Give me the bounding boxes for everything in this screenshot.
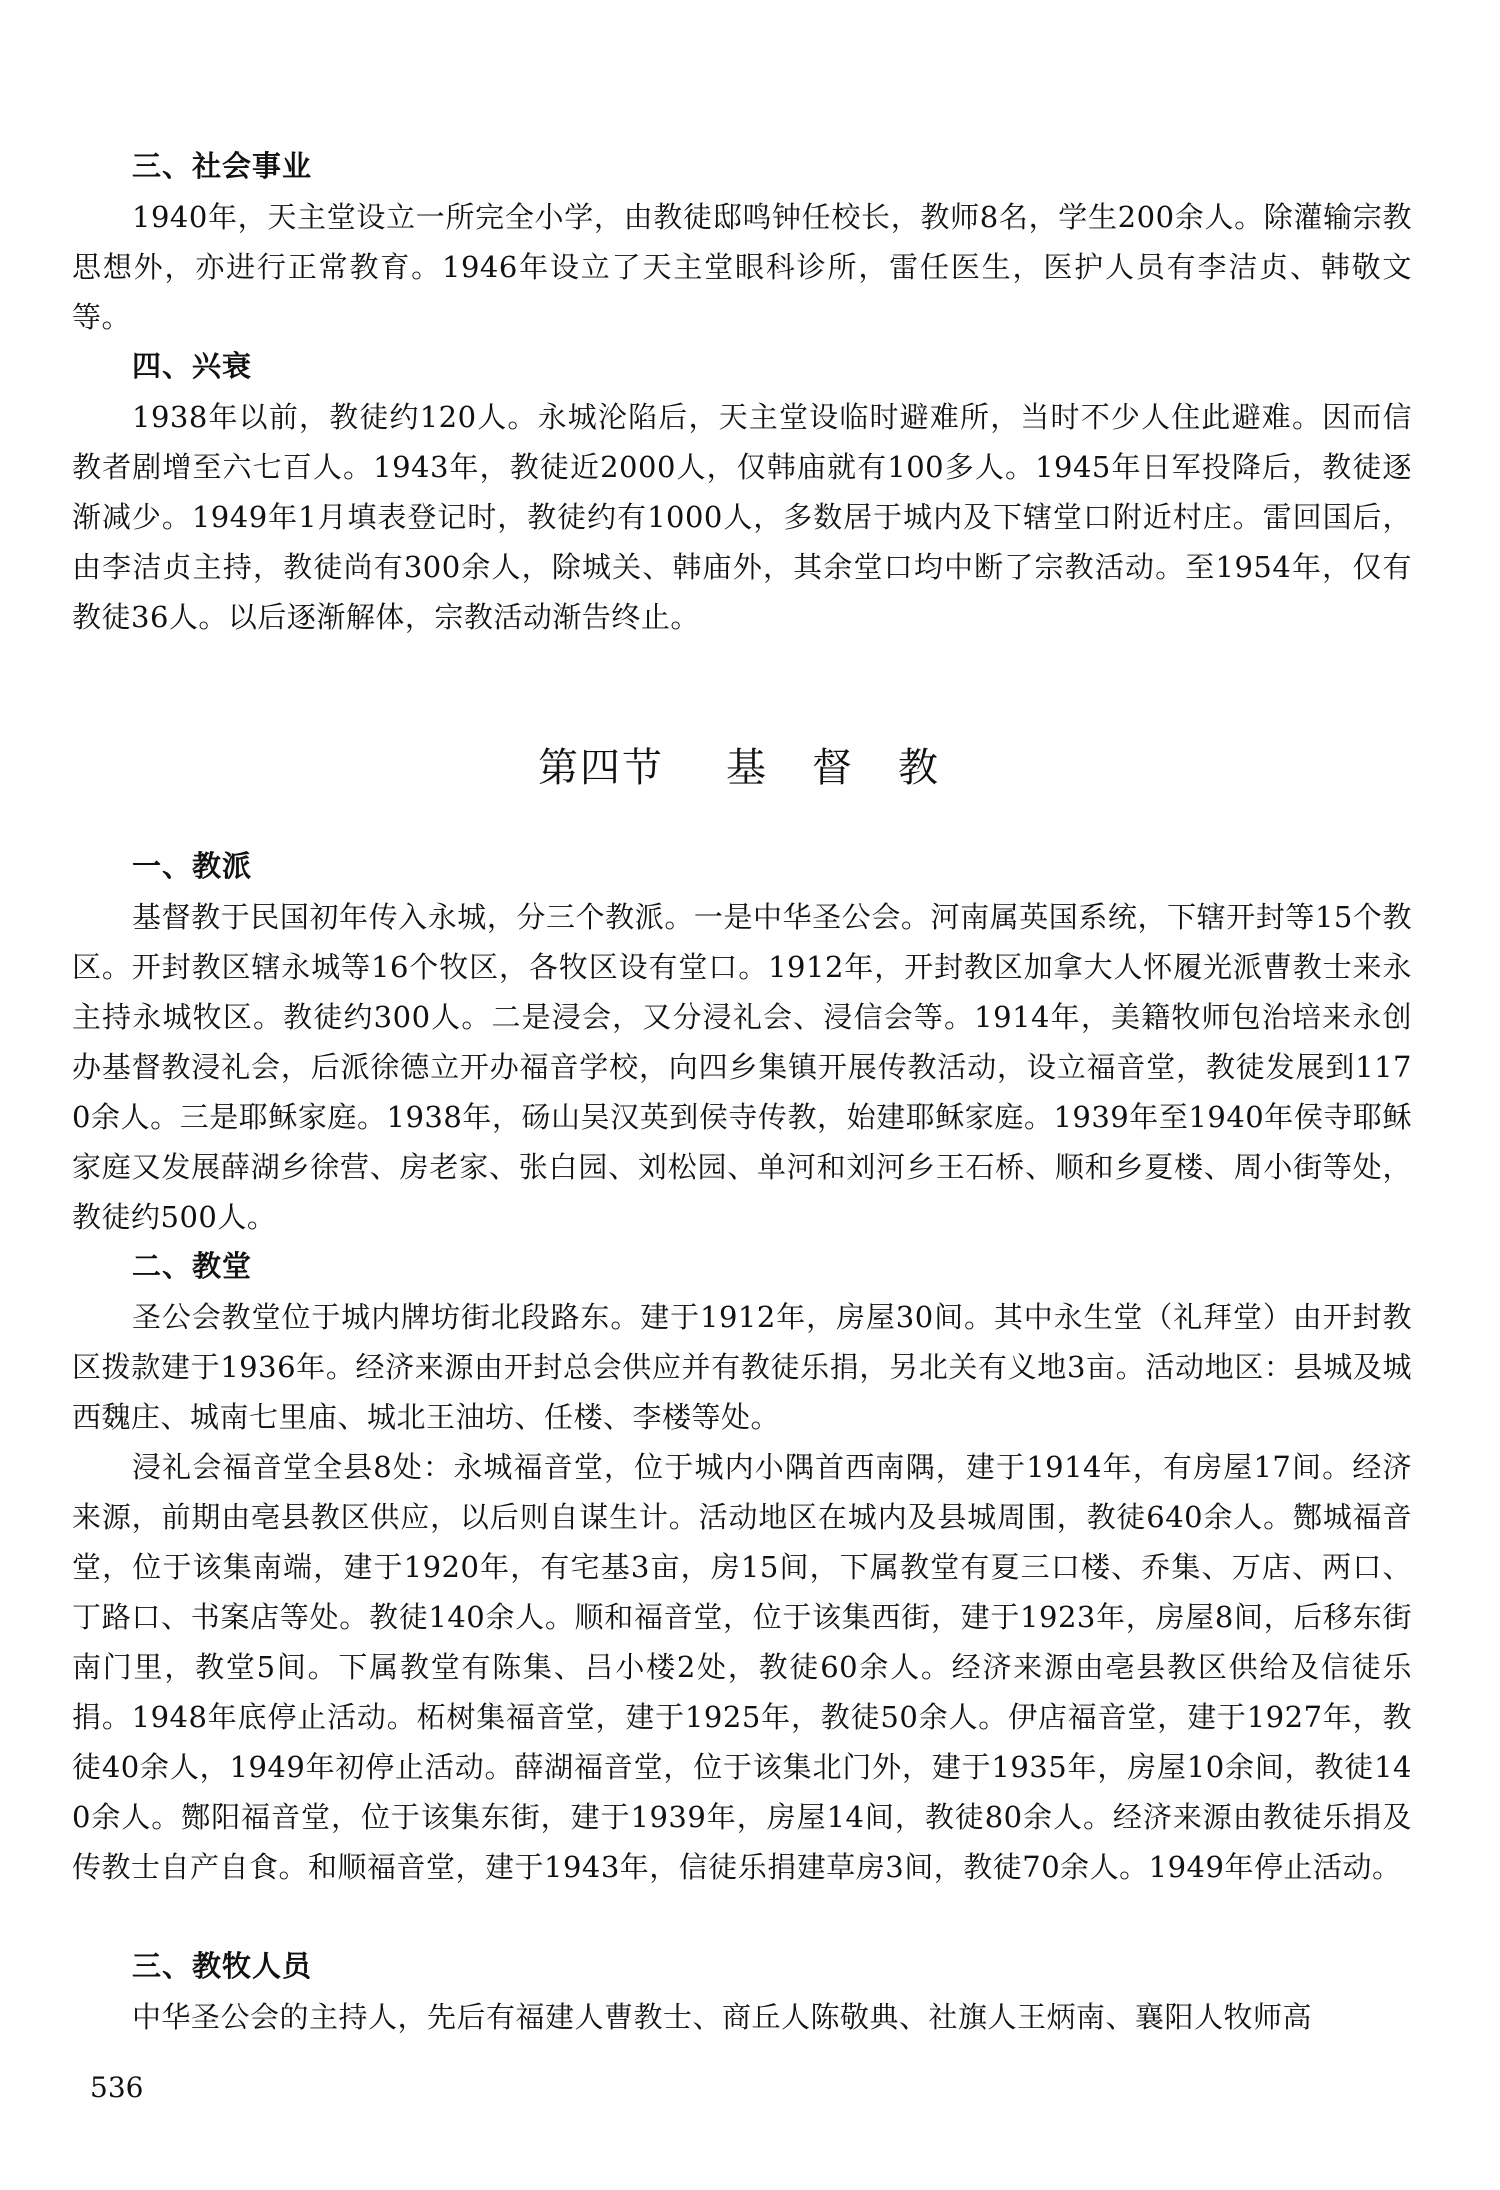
heading-clergy: 三、教牧人员 [132,1949,313,1983]
chapter-label: 第四节 [538,745,664,791]
chapter-title-char: 教 [898,745,940,791]
paragraph: 1940年，天主堂设立一所完全小学，由教徒邸鸣钟任校长，教师8名，学生200余人。除灌输宗教思想外，亦进行正常教育。1946年设立了天主堂眼科诊所，雷任医生，医护人员有李洁贞、韩敬文等。 [72,200,1412,334]
page-number: 536 [90,2071,144,2104]
heading-denominations: 一、教派 [132,849,253,883]
section-rise-and-decline-body [72,392,1412,642]
paragraph: 圣公会教堂位于城内牌坊街北段路东。建于1912年，房屋30间。其中永生堂（礼拜堂）由开封教区拨款建于1936年。经济来源由开封总会供应并有教徒乐捐，另北关有义地3亩。活动地区：县城及城西魏庄、城南七里庙、城北王油坊、任楼、李楼等处。 [72,1300,1412,1434]
chapter-title-char: 基 [726,745,768,791]
paragraph: 基督教于民国初年传入永城，分三个教派。一是中华圣公会。河南属英国系统，下辖开封等15个教区。开封教区辖永城等16个牧区，各牧区设有堂口。1912年，开封教区加拿大人怀履光派曹教士来永主持永城牧区。教徒约300人。二是浸会，又分浸礼会、浸信会等。1914年，美籍牧师包治培来永创办基督教浸礼会，后派徐德立开办福音学校，向四乡集镇开展传教活动，设立福音堂，教徒发展到1170余人。三是耶稣家庭。1938年，砀山吴汉英到侯寺传教，始建耶稣家庭。1939年至1940年侯寺耶稣家庭又发展薛湖乡徐营、房老家、张白园、刘松园、单河和刘河乡王石桥、顺和乡夏楼、周小街等处，教徒约500人。 [72,900,1412,1234]
heading-social-undertakings: 三、社会事业 [132,149,313,183]
chapter-title [0,740,1500,796]
paragraph: 浸礼会福音堂全县8处：永城福音堂，位于城内小隅首西南隅，建于1914年，有房屋17间。经济来源，前期由亳县教区供应，以后则自谋生计。活动地区在城内及县城周围，教徒640余人。酂城福音堂，位于该集南端，建于1920年，有宅基3亩，房15间，下属教堂有夏三口楼、乔集、万店、两口、丁路口、书案店等处。教徒140余人。顺和福音堂，位于该集西街，建于1923年，房屋8间，后移东街南门里，教堂5间。下属教堂有陈集、吕小楼2处，教徒60余人。经济来源由亳县教区供给及信徒乐捐。1948年底停止活动。柘树集福音堂，建于1925年，教徒50余人。伊店福音堂，建于1927年，教徒40余人，1949年初停止活动。薛湖福音堂，位于该集北门外，建于1935年，房屋10余间，教徒140余人。酂阳福音堂，位于该集东街，建于1939年，房屋14间，教徒80余人。经济来源由教徒乐捐及传教士自产自食。和顺福音堂，建于1943年，信徒乐捐建草房3间，教徒70余人。1949年停止活动。 [72,1450,1412,1884]
section-denominations-body [72,892,1412,1242]
chapter-title-char: 督 [812,745,854,791]
section-clergy-body [72,1992,1412,2042]
heading-churches: 二、教堂 [132,1249,253,1283]
section-social-undertakings-body [72,192,1412,342]
section-churches-body [72,1292,1412,1892]
paragraph: 中华圣公会的主持人，先后有福建人曹教士、商丘人陈敬典、社旗人王炳南、襄阳人牧师高 [132,2000,1313,2034]
heading-rise-and-decline: 四、兴衰 [132,349,253,383]
paragraph: 1938年以前，教徒约120人。永城沦陷后，天主堂设临时避难所，当时不少人住此避难。因而信教者剧增至六七百人。1943年，教徒近2000人，仅韩庙就有100多人。1945年日军投降后，教徒逐渐减少。1949年1月填表登记时，教徒约有1000人，多数居于城内及下辖堂口附近村庄。雷回国后，由李洁贞主持，教徒尚有300余人，除城关、韩庙外，其余堂口均中断了宗教活动。至1954年，仅有教徒36人。以后逐渐解体，宗教活动渐告终止。 [72,400,1412,634]
